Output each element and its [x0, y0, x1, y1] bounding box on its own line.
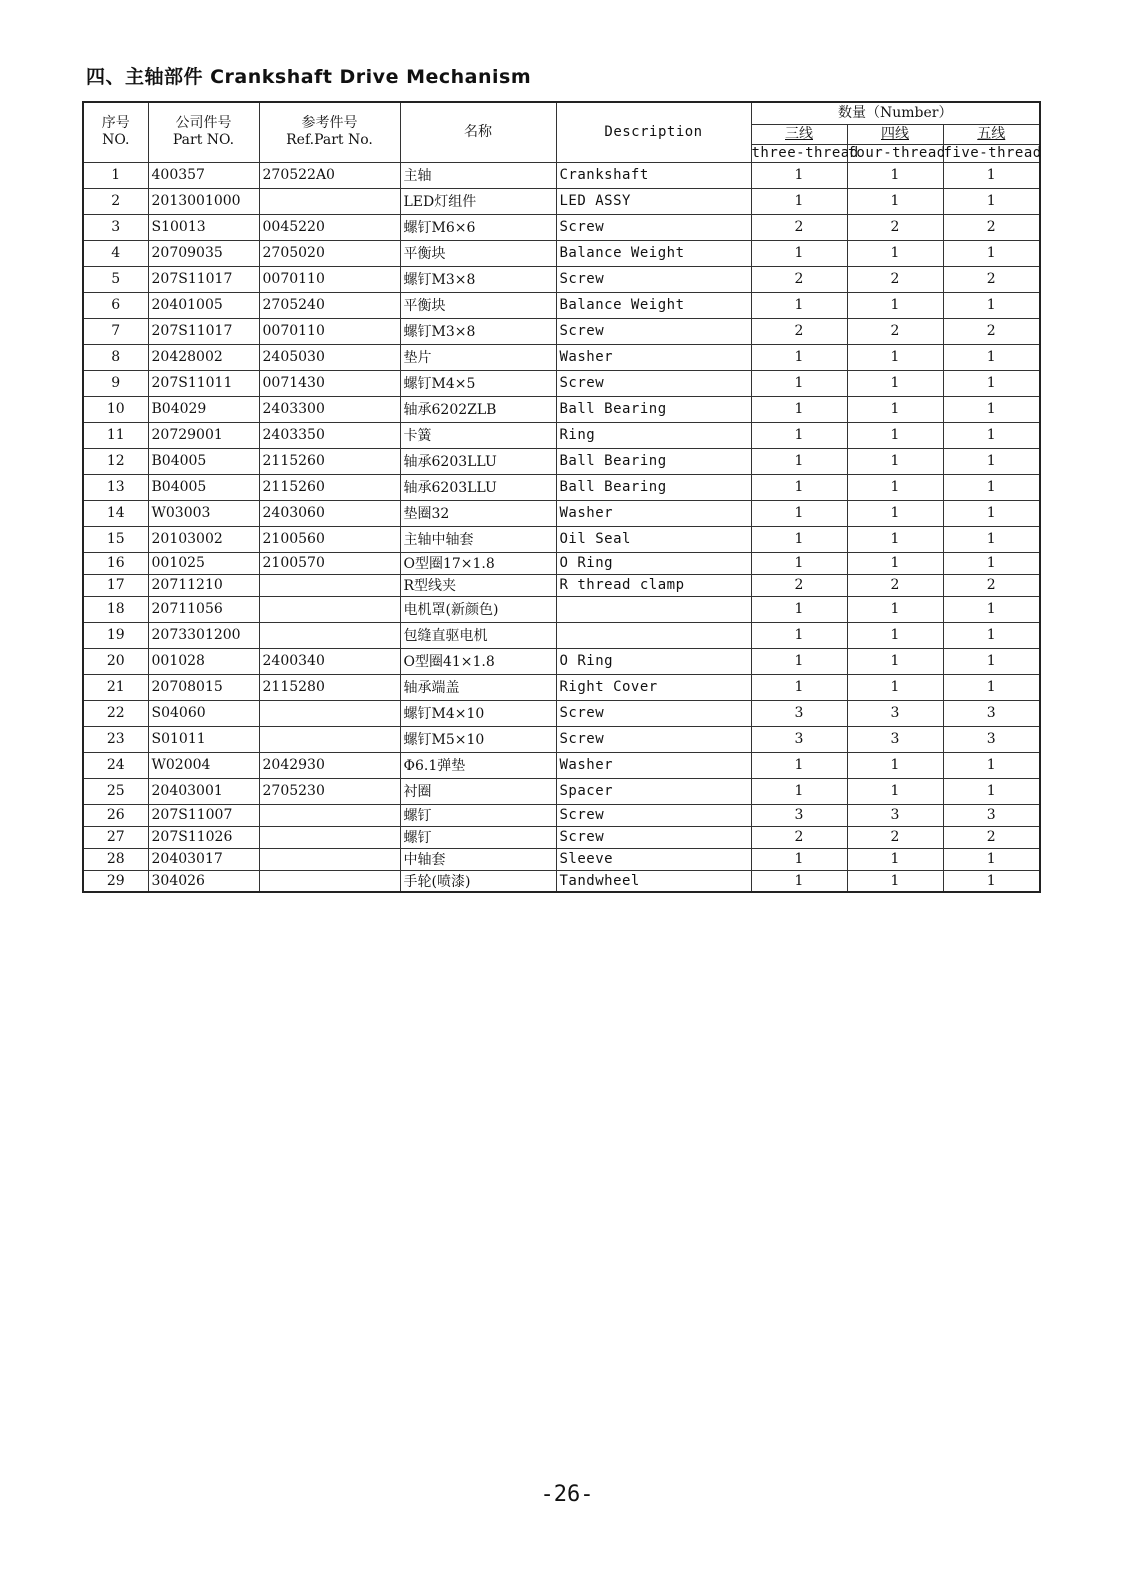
- row-description: Screw: [556, 700, 751, 726]
- header-three-thread: 三线: [751, 124, 847, 144]
- parts-table: [82, 101, 1041, 893]
- row-qty-three: 1: [751, 648, 847, 674]
- row-qty-five: 1: [943, 188, 1040, 214]
- row-name: O型圈41×1.8: [400, 648, 556, 674]
- row-part-no: 20708015: [148, 674, 259, 700]
- row-qty-five: 2: [943, 214, 1040, 240]
- row-qty-five: 1: [943, 648, 1040, 674]
- row-part-no: 2013001000: [148, 188, 259, 214]
- row-description: Screw: [556, 266, 751, 292]
- table-row: [83, 700, 1040, 726]
- row-qty-five: 3: [943, 726, 1040, 752]
- table-row: [83, 292, 1040, 318]
- row-description: [556, 596, 751, 622]
- row-no: 27: [83, 826, 148, 848]
- row-qty-five: 1: [943, 344, 1040, 370]
- row-no: 17: [83, 574, 148, 596]
- table-row: [83, 500, 1040, 526]
- row-description: LED ASSY: [556, 188, 751, 214]
- row-qty-four: 1: [847, 622, 943, 648]
- row-ref-no: 2400340: [259, 648, 400, 674]
- row-part-no: 20103002: [148, 526, 259, 552]
- row-no: 6: [83, 292, 148, 318]
- table-row: [83, 344, 1040, 370]
- row-qty-four: 1: [847, 422, 943, 448]
- table-row: [83, 826, 1040, 848]
- row-qty-four: 1: [847, 370, 943, 396]
- row-name: R型线夹: [400, 574, 556, 596]
- table-row: [83, 474, 1040, 500]
- row-qty-three: 1: [751, 674, 847, 700]
- row-qty-four: 1: [847, 448, 943, 474]
- row-ref-no: [259, 622, 400, 648]
- row-name: 主轴: [400, 162, 556, 188]
- row-qty-four: 1: [847, 188, 943, 214]
- row-qty-four: 1: [847, 870, 943, 892]
- row-ref-no: 2100560: [259, 526, 400, 552]
- row-ref-no: 2405030: [259, 344, 400, 370]
- table-row: [83, 804, 1040, 826]
- row-qty-five: 1: [943, 622, 1040, 648]
- row-name: 轴承6203LLU: [400, 474, 556, 500]
- row-qty-five: 1: [943, 448, 1040, 474]
- row-part-no: W02004: [148, 752, 259, 778]
- row-name: 螺钉M6×6: [400, 214, 556, 240]
- row-no: 24: [83, 752, 148, 778]
- row-part-no: S10013: [148, 214, 259, 240]
- row-qty-three: 1: [751, 752, 847, 778]
- table-row: [83, 552, 1040, 574]
- table-row: [83, 648, 1040, 674]
- row-name: 螺钉M4×5: [400, 370, 556, 396]
- row-qty-five: 1: [943, 422, 1040, 448]
- row-qty-three: 1: [751, 500, 847, 526]
- header-part-no: 公司件号 Part NO.: [148, 102, 259, 162]
- row-part-no: 207S11026: [148, 826, 259, 848]
- row-qty-three: 1: [751, 240, 847, 266]
- row-part-no: 207S11017: [148, 318, 259, 344]
- row-part-no: 20729001: [148, 422, 259, 448]
- row-ref-no: 2705020: [259, 240, 400, 266]
- table-body: [83, 162, 1040, 892]
- header-three-thread-en: three-thread: [751, 144, 859, 161]
- row-qty-four: 3: [847, 804, 943, 826]
- row-qty-four: 2: [847, 214, 943, 240]
- row-name: 卡簧: [400, 422, 556, 448]
- row-description: Crankshaft: [556, 162, 751, 188]
- row-qty-three: 2: [751, 214, 847, 240]
- table-row: [83, 574, 1040, 596]
- row-ref-no: 2403300: [259, 396, 400, 422]
- row-no: 13: [83, 474, 148, 500]
- row-description: Right Cover: [556, 674, 751, 700]
- row-description: Ball Bearing: [556, 474, 751, 500]
- table-row: [83, 214, 1040, 240]
- row-qty-five: 3: [943, 700, 1040, 726]
- row-qty-five: 1: [943, 870, 1040, 892]
- row-description: [556, 622, 751, 648]
- row-description: Tandwheel: [556, 870, 751, 892]
- row-ref-no: 0045220: [259, 214, 400, 240]
- row-qty-five: 1: [943, 778, 1040, 804]
- row-no: 8: [83, 344, 148, 370]
- row-part-no: 207S11017: [148, 266, 259, 292]
- row-qty-four: 1: [847, 526, 943, 552]
- row-qty-five: 1: [943, 240, 1040, 266]
- header-four-thread: 四线: [847, 124, 943, 144]
- row-qty-three: 1: [751, 292, 847, 318]
- row-part-no: B04005: [148, 474, 259, 500]
- header-quantity: 数量（Number）: [751, 102, 1040, 124]
- row-name: 电机罩(新颜色): [400, 596, 556, 622]
- row-name: 平衡块: [400, 240, 556, 266]
- header-description: Description: [556, 102, 751, 162]
- row-part-no: W03003: [148, 500, 259, 526]
- header-five-thread: 五线: [943, 124, 1040, 144]
- row-ref-no: [259, 826, 400, 848]
- row-no: 11: [83, 422, 148, 448]
- row-qty-four: 1: [847, 162, 943, 188]
- row-name: O型圈17×1.8: [400, 552, 556, 574]
- row-description: Ball Bearing: [556, 396, 751, 422]
- row-description: O Ring: [556, 648, 751, 674]
- row-qty-three: 2: [751, 266, 847, 292]
- row-qty-four: 2: [847, 826, 943, 848]
- table-row: [83, 396, 1040, 422]
- row-qty-four: 1: [847, 396, 943, 422]
- row-qty-three: 1: [751, 448, 847, 474]
- header-four-thread-en: four-thread: [847, 144, 946, 161]
- row-description: R thread clamp: [556, 574, 751, 596]
- table-row: [83, 752, 1040, 778]
- row-part-no: 20428002: [148, 344, 259, 370]
- row-part-no: 207S11011: [148, 370, 259, 396]
- row-qty-three: 1: [751, 396, 847, 422]
- row-ref-no: [259, 848, 400, 870]
- table-row: [83, 622, 1040, 648]
- row-description: Oil Seal: [556, 526, 751, 552]
- row-part-no: 20711056: [148, 596, 259, 622]
- table-row: [83, 318, 1040, 344]
- row-name: 螺钉M4×10: [400, 700, 556, 726]
- row-ref-no: [259, 188, 400, 214]
- table-row: [83, 674, 1040, 700]
- table-row: [83, 422, 1040, 448]
- row-description: Screw: [556, 826, 751, 848]
- row-no: 1: [83, 162, 148, 188]
- row-qty-five: 3: [943, 804, 1040, 826]
- row-qty-four: 1: [847, 674, 943, 700]
- row-part-no: 001028: [148, 648, 259, 674]
- row-name: 垫圈32: [400, 500, 556, 526]
- row-qty-five: 1: [943, 596, 1040, 622]
- row-qty-four: 2: [847, 574, 943, 596]
- row-no: 28: [83, 848, 148, 870]
- row-ref-no: [259, 574, 400, 596]
- row-no: 21: [83, 674, 148, 700]
- header-ref-part-no: 参考件号 Ref.Part No.: [259, 102, 400, 162]
- row-description: Screw: [556, 726, 751, 752]
- row-description: O Ring: [556, 552, 751, 574]
- table-row: [83, 526, 1040, 552]
- row-no: 22: [83, 700, 148, 726]
- row-part-no: S04060: [148, 700, 259, 726]
- row-name: 平衡块: [400, 292, 556, 318]
- row-qty-three: 1: [751, 870, 847, 892]
- row-no: 23: [83, 726, 148, 752]
- row-qty-three: 1: [751, 188, 847, 214]
- row-qty-three: 1: [751, 370, 847, 396]
- row-qty-five: 1: [943, 292, 1040, 318]
- row-name: 螺钉M3×8: [400, 318, 556, 344]
- row-qty-five: 1: [943, 526, 1040, 552]
- row-part-no: 001025: [148, 552, 259, 574]
- row-no: 20: [83, 648, 148, 674]
- row-qty-five: 2: [943, 318, 1040, 344]
- row-qty-four: 1: [847, 648, 943, 674]
- row-qty-five: 1: [943, 396, 1040, 422]
- row-qty-four: 1: [847, 500, 943, 526]
- row-qty-five: 2: [943, 574, 1040, 596]
- row-name: 垫片: [400, 344, 556, 370]
- row-no: 7: [83, 318, 148, 344]
- row-ref-no: 0070110: [259, 266, 400, 292]
- row-no: 10: [83, 396, 148, 422]
- row-qty-four: 1: [847, 752, 943, 778]
- row-qty-five: 1: [943, 474, 1040, 500]
- row-ref-no: [259, 596, 400, 622]
- row-name: 衬圈: [400, 778, 556, 804]
- table-row: [83, 448, 1040, 474]
- row-qty-four: 1: [847, 552, 943, 574]
- row-qty-three: 3: [751, 726, 847, 752]
- table-row: [83, 596, 1040, 622]
- row-ref-no: 2115260: [259, 474, 400, 500]
- row-qty-five: 1: [943, 674, 1040, 700]
- row-qty-five: 2: [943, 266, 1040, 292]
- table-row: [83, 870, 1040, 892]
- row-no: 3: [83, 214, 148, 240]
- row-no: 18: [83, 596, 148, 622]
- row-qty-three: 2: [751, 318, 847, 344]
- row-qty-five: 1: [943, 752, 1040, 778]
- row-ref-no: [259, 804, 400, 826]
- row-part-no: 20709035: [148, 240, 259, 266]
- row-name: 螺钉M3×8: [400, 266, 556, 292]
- row-ref-no: 2705240: [259, 292, 400, 318]
- row-qty-four: 1: [847, 344, 943, 370]
- table-row: [83, 240, 1040, 266]
- row-qty-five: 1: [943, 162, 1040, 188]
- row-no: 5: [83, 266, 148, 292]
- row-qty-four: 1: [847, 292, 943, 318]
- row-name: Φ6.1弹垫: [400, 752, 556, 778]
- table-row: [83, 162, 1040, 188]
- row-qty-three: 1: [751, 848, 847, 870]
- row-description: Spacer: [556, 778, 751, 804]
- row-description: Balance Weight: [556, 240, 751, 266]
- row-qty-three: 2: [751, 574, 847, 596]
- table-header: [83, 102, 1040, 162]
- row-ref-no: 2115280: [259, 674, 400, 700]
- header-seq: 序号 NO.: [83, 102, 148, 162]
- row-qty-three: 1: [751, 422, 847, 448]
- row-ref-no: 2115260: [259, 448, 400, 474]
- row-description: Screw: [556, 370, 751, 396]
- row-qty-three: 1: [751, 474, 847, 500]
- row-no: 2: [83, 188, 148, 214]
- row-qty-three: 1: [751, 344, 847, 370]
- row-qty-four: 3: [847, 700, 943, 726]
- table-row: [83, 188, 1040, 214]
- row-ref-no: 2100570: [259, 552, 400, 574]
- row-qty-five: 1: [943, 500, 1040, 526]
- row-description: Washer: [556, 344, 751, 370]
- row-part-no: 207S11007: [148, 804, 259, 826]
- row-name: LED灯组件: [400, 188, 556, 214]
- row-qty-four: 1: [847, 596, 943, 622]
- row-ref-no: 2705230: [259, 778, 400, 804]
- row-part-no: S01011: [148, 726, 259, 752]
- row-name: 螺钉M5×10: [400, 726, 556, 752]
- header-five-thread-en: five-thread: [943, 144, 1042, 161]
- row-part-no: 20401005: [148, 292, 259, 318]
- row-name: 包缝直驱电机: [400, 622, 556, 648]
- row-ref-no: [259, 726, 400, 752]
- row-ref-no: 0071430: [259, 370, 400, 396]
- row-part-no: 2073301200: [148, 622, 259, 648]
- row-name: 主轴中轴套: [400, 526, 556, 552]
- row-qty-three: 3: [751, 804, 847, 826]
- row-description: Ball Bearing: [556, 448, 751, 474]
- row-ref-no: 2403350: [259, 422, 400, 448]
- row-part-no: 20403001: [148, 778, 259, 804]
- row-name: 轴承端盖: [400, 674, 556, 700]
- table-row: [83, 726, 1040, 752]
- row-name: 轴承6202ZLB: [400, 396, 556, 422]
- row-qty-five: 1: [943, 370, 1040, 396]
- row-qty-three: 2: [751, 826, 847, 848]
- row-qty-four: 1: [847, 240, 943, 266]
- row-ref-no: [259, 870, 400, 892]
- row-qty-four: 1: [847, 848, 943, 870]
- row-qty-five: 2: [943, 826, 1040, 848]
- row-qty-three: 1: [751, 526, 847, 552]
- row-name: 螺钉: [400, 826, 556, 848]
- row-ref-no: 0070110: [259, 318, 400, 344]
- row-no: 4: [83, 240, 148, 266]
- row-description: Washer: [556, 500, 751, 526]
- row-description: Washer: [556, 752, 751, 778]
- row-description: Balance Weight: [556, 292, 751, 318]
- row-part-no: 400357: [148, 162, 259, 188]
- row-no: 19: [83, 622, 148, 648]
- row-name: 手轮(喷漆): [400, 870, 556, 892]
- row-part-no: 20403017: [148, 848, 259, 870]
- row-qty-three: 1: [751, 552, 847, 574]
- header-name: 名称: [400, 102, 556, 162]
- row-qty-four: 1: [847, 778, 943, 804]
- row-no: 29: [83, 870, 148, 892]
- table-row: [83, 778, 1040, 804]
- row-name: 螺钉: [400, 804, 556, 826]
- row-qty-three: 1: [751, 778, 847, 804]
- row-ref-no: 270522A0: [259, 162, 400, 188]
- row-qty-three: 1: [751, 622, 847, 648]
- row-description: Screw: [556, 804, 751, 826]
- row-name: 轴承6203LLU: [400, 448, 556, 474]
- row-no: 9: [83, 370, 148, 396]
- page-number: -26-: [540, 1482, 594, 1507]
- row-qty-three: 1: [751, 596, 847, 622]
- row-no: 26: [83, 804, 148, 826]
- row-qty-four: 1: [847, 474, 943, 500]
- row-ref-no: 2042930: [259, 752, 400, 778]
- row-qty-three: 1: [751, 162, 847, 188]
- row-qty-four: 2: [847, 266, 943, 292]
- table-row: [83, 848, 1040, 870]
- row-no: 16: [83, 552, 148, 574]
- table-row: [83, 266, 1040, 292]
- row-no: 25: [83, 778, 148, 804]
- row-qty-four: 3: [847, 726, 943, 752]
- row-no: 15: [83, 526, 148, 552]
- row-qty-three: 3: [751, 700, 847, 726]
- row-part-no: 20711210: [148, 574, 259, 596]
- row-qty-five: 1: [943, 552, 1040, 574]
- row-qty-five: 1: [943, 848, 1040, 870]
- row-ref-no: [259, 700, 400, 726]
- section-title: 四、主轴部件 Crankshaft Drive Mechanism: [86, 66, 532, 88]
- row-name: 中轴套: [400, 848, 556, 870]
- row-part-no: B04005: [148, 448, 259, 474]
- row-part-no: B04029: [148, 396, 259, 422]
- row-description: Screw: [556, 318, 751, 344]
- row-description: Ring: [556, 422, 751, 448]
- row-description: Screw: [556, 214, 751, 240]
- table-row: [83, 370, 1040, 396]
- row-part-no: 304026: [148, 870, 259, 892]
- row-no: 14: [83, 500, 148, 526]
- row-qty-four: 2: [847, 318, 943, 344]
- row-description: Sleeve: [556, 848, 751, 870]
- row-ref-no: 2403060: [259, 500, 400, 526]
- row-no: 12: [83, 448, 148, 474]
